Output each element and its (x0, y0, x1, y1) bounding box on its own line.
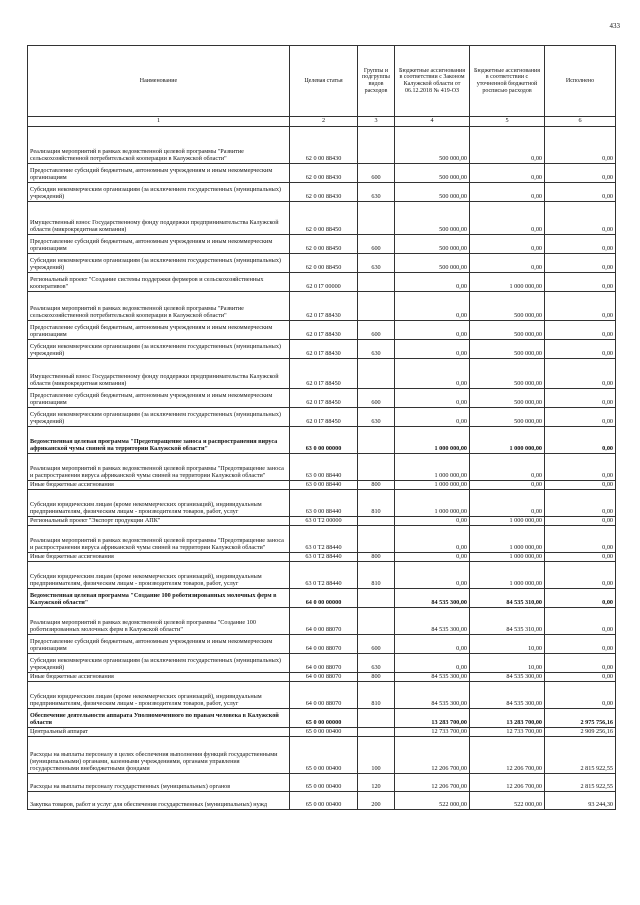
table-row (28, 127, 616, 164)
row-name-cell: Предоставление субсидий бюджетным, автономным учреждениям и иным некоммерческим организациям (28, 235, 290, 254)
row-group-cell: 600 (358, 635, 395, 654)
row-law-amount: 1 000 000,00 (395, 490, 470, 517)
row-name-cell: Реализация мероприятий в рамках ведомственной целевой программы "Предотвращение заноса и распространения вируса африканской чумы свиней на территории Калужской области" (28, 454, 290, 481)
row-law-amount: 0,00 (395, 389, 470, 408)
row-executed-amount: 0,00 (545, 526, 616, 553)
row-name-cell: Имущественный взнос Государственному фонду поддержки предпринимательства Калужской области (микрокредитная компания) (28, 202, 290, 235)
table-row (28, 273, 616, 292)
row-name-cell: Имущественный взнос Государственному фонду поддержки предпринимательства Калужской области (микрокредитная компания) (28, 359, 290, 389)
row-group-cell: 810 (358, 682, 395, 709)
row-law-amount: 0,00 (395, 359, 470, 389)
row-code-cell: 64 0 00 88070 (290, 673, 358, 682)
row-group-cell (358, 709, 395, 728)
table-row (28, 389, 616, 408)
row-group-cell: 630 (358, 254, 395, 273)
header-code: Целевая статья (290, 46, 358, 117)
row-executed-amount: 0,00 (545, 292, 616, 321)
row-revised-amount: 0,00 (470, 127, 545, 164)
row-law-amount: 0,00 (395, 562, 470, 589)
row-executed-amount: 0,00 (545, 273, 616, 292)
row-name-cell: Субсидии юридическим лицам (кроме некоммерческих организаций), индивидуальным предпринимателям, физическим лицам - производителям товаров, работ, услуг (28, 562, 290, 589)
row-code-cell: 62 0 00 88430 (290, 183, 358, 202)
row-revised-amount: 84 535 300,00 (470, 673, 545, 682)
table-row (28, 490, 616, 517)
row-group-cell: 100 (358, 737, 395, 774)
table-row (28, 737, 616, 774)
row-group-cell: 600 (358, 321, 395, 340)
budget-table (27, 45, 616, 810)
row-code-cell: 64 0 00 00000 (290, 589, 358, 608)
row-name-cell: Расходы на выплаты персоналу в целях обеспечения выполнения функций государственными (муниципальными) органами, казенными учреждениями, органами управления государственными внебюджетными фондами (28, 737, 290, 774)
row-code-cell: 65 0 00 00400 (290, 737, 358, 774)
row-group-cell (358, 589, 395, 608)
row-code-cell: 62 0 00 88430 (290, 164, 358, 183)
row-name-cell: Иные бюджетные ассигнования (28, 553, 290, 562)
row-law-amount: 84 535 300,00 (395, 608, 470, 635)
row-revised-amount: 500 000,00 (470, 359, 545, 389)
row-group-cell: 120 (358, 774, 395, 792)
row-executed-amount: 0,00 (545, 427, 616, 454)
table-row (28, 709, 616, 728)
table-row (28, 292, 616, 321)
row-revised-amount: 500 000,00 (470, 340, 545, 359)
row-code-cell: 63 0 00 88440 (290, 454, 358, 481)
row-revised-amount: 1 000 000,00 (470, 427, 545, 454)
row-code-cell: 63 0 T2 88440 (290, 553, 358, 562)
header-executed: Исполнено (545, 46, 616, 117)
row-group-cell: 800 (358, 673, 395, 682)
row-revised-amount: 84 535 300,00 (470, 682, 545, 709)
row-name-cell: Реализация мероприятий в рамках ведомственной целевой программы "Развитие сельскохозяйственной потребительской кооперации в Калужской области" (28, 127, 290, 164)
row-group-cell: 630 (358, 183, 395, 202)
row-code-cell: 62 0 00 88450 (290, 254, 358, 273)
row-executed-amount: 0,00 (545, 127, 616, 164)
col-number: 3 (358, 117, 395, 127)
table-row (28, 774, 616, 792)
row-name-cell: Субсидии некоммерческим организациям (за исключением государственных (муниципальных) учреждений) (28, 654, 290, 673)
row-law-amount: 0,00 (395, 273, 470, 292)
row-revised-amount: 12 733 700,00 (470, 728, 545, 737)
table-row (28, 792, 616, 810)
row-revised-amount: 0,00 (470, 164, 545, 183)
row-executed-amount: 0,00 (545, 183, 616, 202)
row-revised-amount: 500 000,00 (470, 408, 545, 427)
row-executed-amount: 2 815 922,55 (545, 737, 616, 774)
row-code-cell: 65 0 00 00400 (290, 774, 358, 792)
row-revised-amount: 0,00 (470, 481, 545, 490)
table-row (28, 608, 616, 635)
row-executed-amount: 0,00 (545, 635, 616, 654)
row-executed-amount: 0,00 (545, 454, 616, 481)
table-row (28, 164, 616, 183)
row-law-amount: 1 000 000,00 (395, 454, 470, 481)
column-number-row (28, 117, 616, 127)
row-executed-amount: 0,00 (545, 408, 616, 427)
table-row (28, 728, 616, 737)
row-name-cell: Иные бюджетные ассигнования (28, 481, 290, 490)
header-name: Наименование (28, 46, 290, 117)
row-executed-amount: 0,00 (545, 389, 616, 408)
row-name-cell: Субсидии некоммерческим организациям (за исключением государственных (муниципальных) учреждений) (28, 408, 290, 427)
table-row (28, 589, 616, 608)
row-law-amount: 12 206 700,00 (395, 737, 470, 774)
row-group-cell (358, 292, 395, 321)
row-executed-amount: 0,00 (545, 340, 616, 359)
row-law-amount: 12 733 700,00 (395, 728, 470, 737)
row-code-cell: 62 0 I7 00000 (290, 273, 358, 292)
table-row (28, 517, 616, 526)
row-law-amount: 0,00 (395, 321, 470, 340)
row-group-cell: 810 (358, 562, 395, 589)
row-revised-amount: 1 000 000,00 (470, 273, 545, 292)
row-code-cell: 62 0 I7 88430 (290, 321, 358, 340)
row-code-cell: 65 0 00 00400 (290, 728, 358, 737)
row-code-cell: 62 0 I7 88430 (290, 292, 358, 321)
row-name-cell: Субсидии некоммерческим организациям (за исключением государственных (муниципальных) учреждений) (28, 340, 290, 359)
row-revised-amount: 84 535 310,00 (470, 589, 545, 608)
table-row (28, 682, 616, 709)
row-law-amount: 84 535 300,00 (395, 682, 470, 709)
row-group-cell: 600 (358, 235, 395, 254)
row-law-amount: 0,00 (395, 526, 470, 553)
row-law-amount: 1 000 000,00 (395, 427, 470, 454)
row-executed-amount: 0,00 (545, 517, 616, 526)
row-group-cell: 600 (358, 389, 395, 408)
row-group-cell: 810 (358, 490, 395, 517)
row-executed-amount: 0,00 (545, 235, 616, 254)
table-row (28, 635, 616, 654)
table-row (28, 183, 616, 202)
table-row (28, 321, 616, 340)
row-name-cell: Предоставление субсидий бюджетным, автономным учреждениям и иным некоммерческим организациям (28, 164, 290, 183)
row-group-cell (358, 202, 395, 235)
table-row (28, 553, 616, 562)
table-row (28, 481, 616, 490)
row-group-cell: 630 (358, 408, 395, 427)
row-code-cell: 62 0 I7 88450 (290, 408, 358, 427)
row-group-cell (358, 526, 395, 553)
table-row (28, 427, 616, 454)
row-group-cell: 600 (358, 164, 395, 183)
row-law-amount: 500 000,00 (395, 127, 470, 164)
row-law-amount: 0,00 (395, 654, 470, 673)
row-code-cell: 63 0 T2 00000 (290, 517, 358, 526)
row-group-cell: 630 (358, 340, 395, 359)
table-row (28, 202, 616, 235)
row-name-cell: Субсидии юридическим лицам (кроме некоммерческих организаций), индивидуальным предпринимателям, физическим лицам - производителям товаров, работ, услуг (28, 490, 290, 517)
row-group-cell (358, 359, 395, 389)
row-name-cell: Субсидии некоммерческим организациям (за исключением государственных (муниципальных) учреждений) (28, 254, 290, 273)
header-law: Бюджетные ассигнования в соответствии с Законом Калужской области от 06.12.2018 № 419-ОЗ (395, 46, 470, 117)
row-code-cell: 62 0 00 88430 (290, 127, 358, 164)
row-name-cell: Закупка товаров, работ и услуг для обеспечения государственных (муниципальных) нужд (28, 792, 290, 810)
row-group-cell (358, 427, 395, 454)
row-law-amount: 0,00 (395, 292, 470, 321)
row-code-cell: 62 0 I7 88430 (290, 340, 358, 359)
row-code-cell: 64 0 00 88070 (290, 608, 358, 635)
row-revised-amount: 0,00 (470, 183, 545, 202)
row-group-cell: 630 (358, 654, 395, 673)
row-code-cell: 62 0 00 88450 (290, 202, 358, 235)
table-row (28, 673, 616, 682)
row-executed-amount: 0,00 (545, 654, 616, 673)
row-code-cell: 64 0 00 88070 (290, 682, 358, 709)
row-executed-amount: 0,00 (545, 359, 616, 389)
row-law-amount: 12 206 700,00 (395, 774, 470, 792)
row-executed-amount: 0,00 (545, 481, 616, 490)
row-law-amount: 1 000 000,00 (395, 481, 470, 490)
header-group: Группы и подгруппы видов расходов (358, 46, 395, 117)
row-name-cell: Иные бюджетные ассигнования (28, 673, 290, 682)
table-row (28, 454, 616, 481)
row-law-amount: 0,00 (395, 553, 470, 562)
row-executed-amount: 93 244,30 (545, 792, 616, 810)
row-group-cell: 200 (358, 792, 395, 810)
row-law-amount: 500 000,00 (395, 164, 470, 183)
row-revised-amount: 10,00 (470, 654, 545, 673)
row-revised-amount: 0,00 (470, 202, 545, 235)
row-revised-amount: 12 206 700,00 (470, 737, 545, 774)
row-law-amount: 500 000,00 (395, 183, 470, 202)
row-name-cell: Реализация мероприятий в рамках ведомственной целевой программы "Создание 100 роботизированных молочных ферм в Калужской области" (28, 608, 290, 635)
row-revised-amount: 1 000 000,00 (470, 562, 545, 589)
row-executed-amount: 0,00 (545, 589, 616, 608)
table-row (28, 235, 616, 254)
row-revised-amount: 500 000,00 (470, 321, 545, 340)
row-revised-amount: 0,00 (470, 235, 545, 254)
row-group-cell (358, 127, 395, 164)
col-number: 6 (545, 117, 616, 127)
row-revised-amount: 1 000 000,00 (470, 526, 545, 553)
row-executed-amount: 0,00 (545, 254, 616, 273)
row-revised-amount: 500 000,00 (470, 292, 545, 321)
col-number: 4 (395, 117, 470, 127)
row-law-amount: 0,00 (395, 408, 470, 427)
row-law-amount: 500 000,00 (395, 235, 470, 254)
table-row (28, 562, 616, 589)
row-law-amount: 0,00 (395, 517, 470, 526)
row-group-cell: 800 (358, 553, 395, 562)
row-code-cell: 64 0 00 88070 (290, 654, 358, 673)
row-name-cell: Реализация мероприятий в рамках ведомственной целевой программы "Предотвращение заноса и распространения вируса африканской чумы свиней на территории Калужской области" (28, 526, 290, 553)
row-code-cell: 63 0 00 00000 (290, 427, 358, 454)
table-row (28, 254, 616, 273)
row-code-cell: 63 0 00 88440 (290, 481, 358, 490)
table-row (28, 359, 616, 389)
row-code-cell: 62 0 I7 88450 (290, 359, 358, 389)
col-number: 2 (290, 117, 358, 127)
row-executed-amount: 2 975 756,16 (545, 709, 616, 728)
row-group-cell (358, 454, 395, 481)
row-executed-amount: 0,00 (545, 673, 616, 682)
row-code-cell: 63 0 T2 88440 (290, 562, 358, 589)
row-name-cell: Центральный аппарат (28, 728, 290, 737)
row-name-cell: Расходы на выплаты персоналу государственных (муниципальных) органов (28, 774, 290, 792)
row-name-cell: Предоставление субсидий бюджетным, автономным учреждениям и иным некоммерческим организациям (28, 635, 290, 654)
row-name-cell: Региональный проект "Экспорт продукции АПК" (28, 517, 290, 526)
row-revised-amount: 522 000,00 (470, 792, 545, 810)
row-name-cell: Субсидии некоммерческим организациям (за исключением государственных (муниципальных) учреждений) (28, 183, 290, 202)
row-code-cell: 64 0 00 88070 (290, 635, 358, 654)
row-revised-amount: 12 206 700,00 (470, 774, 545, 792)
row-revised-amount: 500 000,00 (470, 389, 545, 408)
row-group-cell (358, 517, 395, 526)
row-name-cell: Региональный проект "Создание системы поддержки фермеров и сельскохозяйственных кооперативов" (28, 273, 290, 292)
table-row (28, 340, 616, 359)
row-group-cell: 800 (358, 481, 395, 490)
row-revised-amount: 0,00 (470, 490, 545, 517)
row-law-amount: 522 000,00 (395, 792, 470, 810)
row-executed-amount: 0,00 (545, 682, 616, 709)
row-name-cell: Субсидии юридическим лицам (кроме некоммерческих организаций), индивидуальным предпринимателям, физическим лицам - производителям товаров, работ, услуг (28, 682, 290, 709)
row-revised-amount: 13 283 700,00 (470, 709, 545, 728)
row-law-amount: 500 000,00 (395, 254, 470, 273)
row-revised-amount: 1 000 000,00 (470, 517, 545, 526)
row-executed-amount: 0,00 (545, 202, 616, 235)
row-code-cell: 63 0 T2 88440 (290, 526, 358, 553)
row-code-cell: 62 0 I7 88450 (290, 389, 358, 408)
row-law-amount: 500 000,00 (395, 202, 470, 235)
row-executed-amount: 0,00 (545, 608, 616, 635)
row-code-cell: 63 0 00 88440 (290, 490, 358, 517)
col-number: 1 (28, 117, 290, 127)
row-revised-amount: 0,00 (470, 254, 545, 273)
row-executed-amount: 0,00 (545, 321, 616, 340)
row-executed-amount: 2 815 922,55 (545, 774, 616, 792)
table-header-row (28, 46, 616, 117)
row-name-cell: Предоставление субсидий бюджетным, автономным учреждениям и иным некоммерческим организациям (28, 321, 290, 340)
row-executed-amount: 0,00 (545, 553, 616, 562)
row-revised-amount: 1 000 000,00 (470, 553, 545, 562)
row-code-cell: 65 0 00 00000 (290, 709, 358, 728)
row-law-amount: 13 283 700,00 (395, 709, 470, 728)
row-name-cell: Предоставление субсидий бюджетным, автономным учреждениям и иным некоммерческим организациям (28, 389, 290, 408)
row-code-cell: 62 0 00 88450 (290, 235, 358, 254)
col-number: 5 (470, 117, 545, 127)
row-law-amount: 0,00 (395, 340, 470, 359)
row-law-amount: 84 535 300,00 (395, 673, 470, 682)
row-group-cell (358, 273, 395, 292)
row-executed-amount: 0,00 (545, 562, 616, 589)
row-revised-amount: 0,00 (470, 454, 545, 481)
row-code-cell: 65 0 00 00400 (290, 792, 358, 810)
row-group-cell (358, 608, 395, 635)
row-law-amount: 0,00 (395, 635, 470, 654)
row-executed-amount: 0,00 (545, 490, 616, 517)
row-name-cell: Обеспечение деятельности аппарата Уполномоченного по правам человека в Калужской области (28, 709, 290, 728)
header-revised: Бюджетные ассигнования в соответствии с уточненной бюджетной росписью расходов (470, 46, 545, 117)
row-executed-amount: 2 909 256,16 (545, 728, 616, 737)
table-row (28, 654, 616, 673)
table-row (28, 408, 616, 427)
row-name-cell: Реализация мероприятий в рамках ведомственной целевой программы "Развитие сельскохозяйственной потребительской кооперации в Калужской области" (28, 292, 290, 321)
row-executed-amount: 0,00 (545, 164, 616, 183)
row-revised-amount: 84 535 310,00 (470, 608, 545, 635)
row-name-cell: Ведомственная целевая программа "Создание 100 роботизированных молочных ферм в Калужской области" (28, 589, 290, 608)
row-revised-amount: 10,00 (470, 635, 545, 654)
row-name-cell: Ведомственная целевая программа "Предотвращение заноса и распространения вируса африканской чумы свиней на территории Калужской области" (28, 427, 290, 454)
page-number: 433 (609, 22, 620, 30)
table-row (28, 526, 616, 553)
row-law-amount: 84 535 300,00 (395, 589, 470, 608)
row-group-cell (358, 728, 395, 737)
